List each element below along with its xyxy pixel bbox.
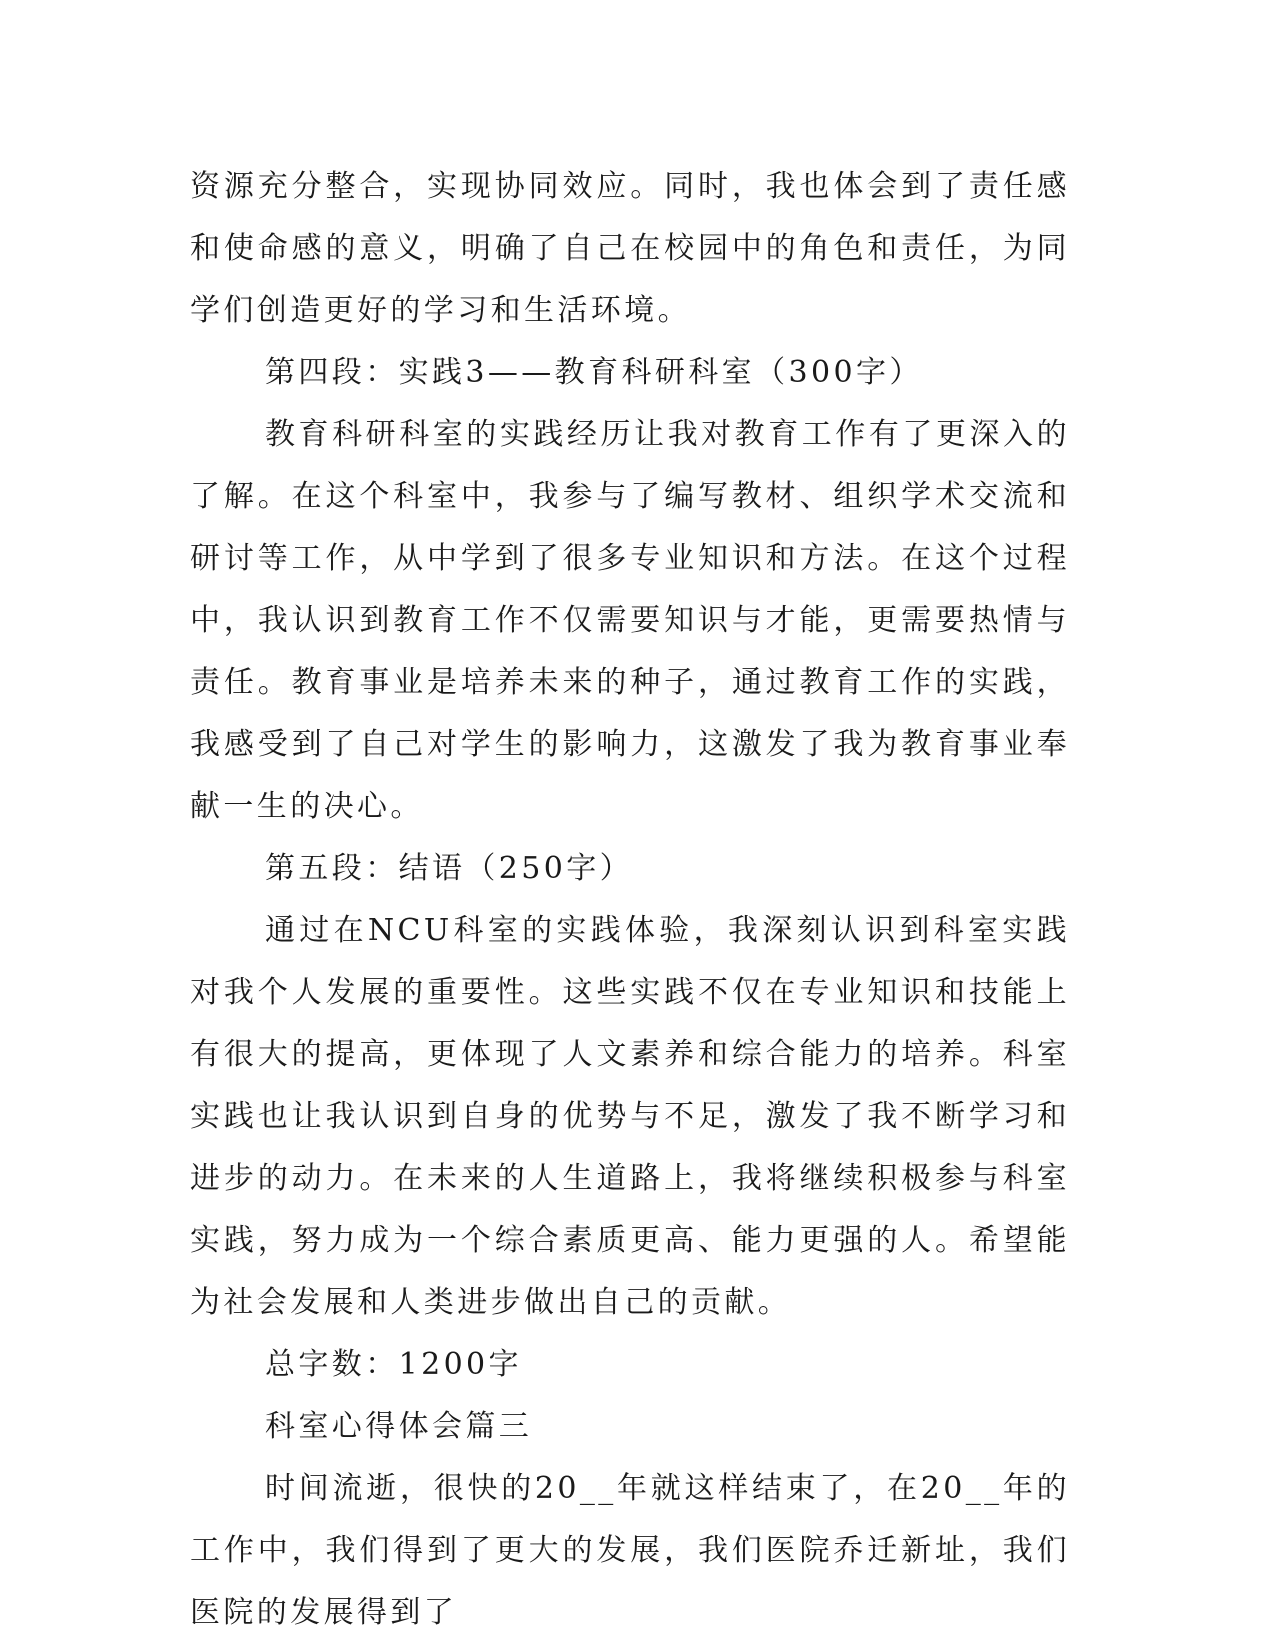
- paragraph-section-4: 教育科研科室的实践经历让我对教育工作有了更深入的了解。在这个科室中，我参与了编写教材、组织学术交流和研讨等工作，从中学到了很多专业知识和方法。在这个过程中，我认识到教育工作不仅需要知识与才能，更需要热情与责任。教育事业是培养未来的种子，通过教育工作的实践，我感受到了自己对学生的影响力，这激发了我为教育事业奉献一生的决心。: [190, 417, 1070, 824]
- section-heading-4: 第四段：实践3——教育科研科室（300字）: [265, 355, 923, 390]
- paragraph-continuation: 资源充分整合，实现协同效应。同时，我也体会到了责任感和使命感的意义，明确了自己在校园中的角色和责任，为同学们创造更好的学习和生活环境。: [190, 169, 1070, 328]
- word-count-line: 总字数：1200字: [265, 1347, 522, 1382]
- paragraph-section-5: 通过在NCU科室的实践体验，我深刻认识到科室实践对我个人发展的重要性。这些实践不仅在专业知识和技能上有很大的提高，更体现了人文素养和综合能力的培养。科室实践也让我认识到自身的优势与不足，激发了我不断学习和进步的动力。在未来的人生道路上，我将继续积极参与科室实践，努力成为一个综合素质更高、能力更强的人。希望能为社会发展和人类进步做出自己的贡献。: [190, 913, 1070, 1320]
- paragraph-part-3-opening: 时间流逝，很快的20__年就这样结束了，在20__年的工作中，我们得到了更大的发展，我们医院乔迁新址，我们医院的发展得到了: [190, 1471, 1070, 1630]
- article-title-part-3: 科室心得体会篇三: [265, 1409, 533, 1444]
- section-heading-5: 第五段：结语（250字）: [265, 851, 634, 886]
- document-body: [190, 156, 1070, 1644]
